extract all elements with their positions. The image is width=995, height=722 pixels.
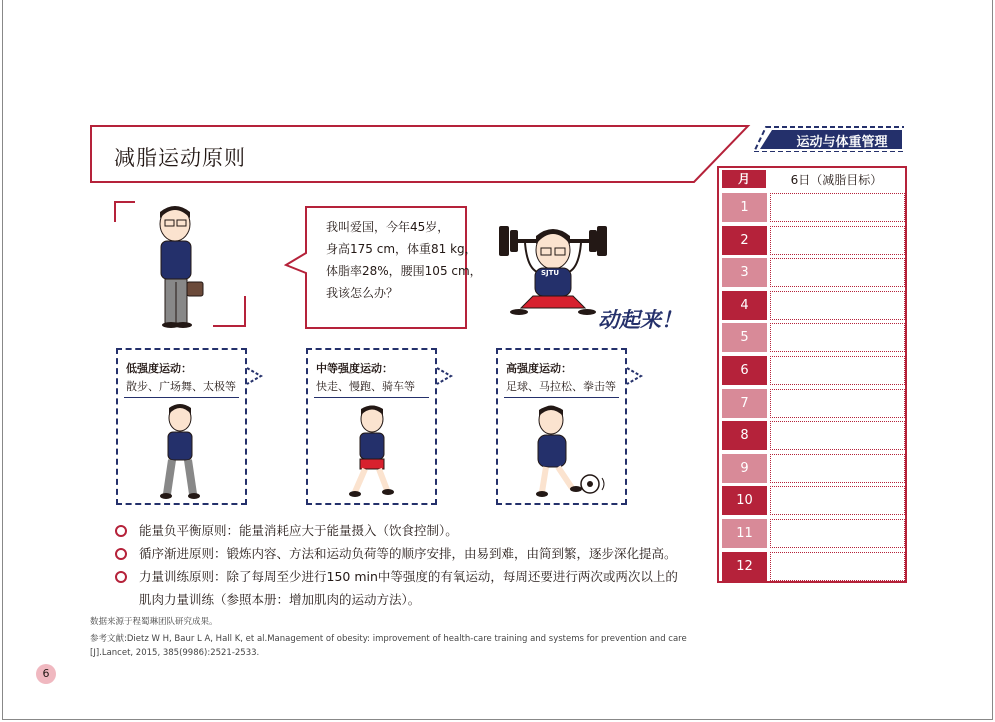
calendar-goal-cell[interactable] xyxy=(770,486,905,515)
speech-line-2: 身高175 cm，体重81 kg， xyxy=(326,242,477,256)
calendar-goal-cell[interactable] xyxy=(770,193,905,222)
calendar-goal-cell[interactable] xyxy=(770,356,905,385)
calendar-goal-cell[interactable] xyxy=(770,258,905,287)
calendar-month-cell: 11 xyxy=(722,519,767,548)
calendar-month-cell: 9 xyxy=(722,454,767,483)
high-intensity-examples: 足球、马拉松、拳击等 xyxy=(506,380,616,393)
calendar-month-cell: 12 xyxy=(722,552,767,581)
calendar-month-cell: 2 xyxy=(722,226,767,255)
calendar-goal-cell[interactable] xyxy=(770,519,905,548)
principle-text-4: 肌肉力量训练（参照本册：增加肌肉的运动方法）。 xyxy=(139,592,421,607)
low-intensity-title: 低强度运动： xyxy=(126,362,192,375)
calendar-goal-cell[interactable] xyxy=(770,323,905,352)
go-slogan: 动起来！ xyxy=(598,308,682,332)
low-box-pointer xyxy=(245,366,265,386)
calendar-goal-cell[interactable] xyxy=(770,226,905,255)
principle-text-1: 能量负平衡原则：能量消耗应大于能量摄入（饮食控制）。 xyxy=(139,523,458,538)
low-intensity-examples: 散步、广场舞、太极等 xyxy=(126,380,236,393)
high-box-pointer xyxy=(625,366,645,386)
calendar-month-cell: 3 xyxy=(722,258,767,287)
medium-box-pointer xyxy=(435,366,455,386)
section-tag: 运动与体重管理 xyxy=(796,135,888,150)
medium-intensity-title: 中等强度运动： xyxy=(316,362,393,375)
jogging-man-illustration xyxy=(347,404,397,500)
principle-text-2: 循序渐进原则：锻炼内容、方法和运动负荷等的顺序安排，由易到难，由简到繁，逐步深化提高。 xyxy=(139,546,677,561)
soccer-man-illustration xyxy=(526,404,610,500)
high-intensity-title: 高强度运动： xyxy=(506,362,572,375)
principle-text-3: 力量训练原则：除了每周至少进行150 min中等强度的有氧运动，每周还要进行两次或两次以上的 xyxy=(139,569,678,584)
high-box-divider xyxy=(504,397,619,398)
calendar-month-cell: 8 xyxy=(722,421,767,450)
calendar-goal-cell[interactable] xyxy=(770,421,905,450)
calendar-month-cell: 5 xyxy=(722,323,767,352)
speech-line-4: 我该怎么办？ xyxy=(326,286,399,300)
page-title: 减脂运动原则 xyxy=(114,146,246,170)
reference-line-1: 参考文献:Dietz W H, Baur L A, Hall K, et al.Management of obesity: improvement of health-care training and systems for prevention and care xyxy=(90,634,687,644)
walking-man-illustration xyxy=(155,402,205,500)
speech-line-1: 我叫爱国，今年45岁， xyxy=(326,220,450,234)
calendar-month-cell: 1 xyxy=(722,193,767,222)
calendar-goal-cell[interactable] xyxy=(770,291,905,320)
shirt-text: SJTU xyxy=(541,269,560,277)
calendar-goal-cell[interactable] xyxy=(770,454,905,483)
calendar-goal-header: 6日（减脂目标） xyxy=(790,173,883,187)
principle-bullet-1 xyxy=(115,525,127,537)
page-number: 6 xyxy=(36,664,56,684)
principle-bullet-2 xyxy=(115,548,127,560)
calendar-month-cell: 7 xyxy=(722,389,767,418)
speech-line-3: 体脂率28%，腰围105 cm， xyxy=(326,264,482,278)
calendar-month-cell: 6 xyxy=(722,356,767,385)
calendar-month-cell: 4 xyxy=(722,291,767,320)
calendar-goal-cell[interactable] xyxy=(770,389,905,418)
calendar-goal-cell[interactable] xyxy=(770,552,905,581)
speech-text xyxy=(326,216,482,304)
principle-bullet-3 xyxy=(115,571,127,583)
medium-intensity-examples: 快走、慢跑、骑车等 xyxy=(316,380,415,393)
low-box-divider xyxy=(124,397,239,398)
standing-man-illustration xyxy=(113,200,249,330)
weightlifter-illustration xyxy=(497,212,611,317)
reference-line-2: [J].Lancet, 2015, 385(9986):2521-2533. xyxy=(90,648,260,658)
calendar-month-header: 月 xyxy=(722,170,766,188)
calendar-month-cell: 10 xyxy=(722,486,767,515)
medium-box-divider xyxy=(314,397,429,398)
data-source: 数据来源于程蜀琳团队研究成果。 xyxy=(90,617,218,627)
